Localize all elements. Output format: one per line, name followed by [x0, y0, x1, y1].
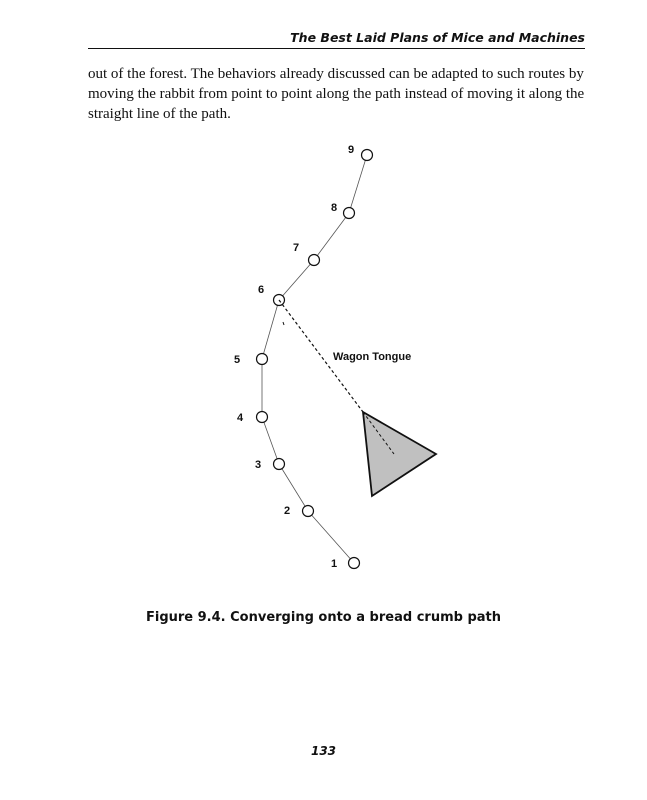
path-segment: [314, 213, 349, 260]
stray-dash: [283, 322, 284, 325]
figure-caption: Figure 9.4. Converging onto a bread crumb path: [145, 610, 501, 625]
waypoint-5: [257, 354, 268, 365]
waypoint-label: 6: [258, 284, 265, 296]
body-line: straight line of the path.: [88, 106, 231, 122]
waypoint-label: 4: [237, 412, 244, 424]
waypoint-4: [257, 412, 268, 423]
vehicle-triangle: [363, 412, 436, 496]
path-segment: [262, 300, 279, 359]
path-segment: [349, 155, 367, 213]
path-segment: [262, 417, 279, 464]
waypoint-label: 1: [331, 558, 338, 570]
page-number: 133: [310, 744, 337, 758]
waypoint-label: 2: [284, 505, 291, 517]
waypoint-label: 7: [293, 242, 300, 254]
body-line: out of the forest. The behaviors already discussed can be adapted to such routes by: [88, 66, 584, 82]
path-segment: [308, 511, 354, 563]
waypoint-2: [303, 506, 314, 517]
path-segment: [279, 464, 308, 511]
wagon-tongue-label: Wagon Tongue: [333, 351, 412, 363]
running-head: The Best Laid Plans of Mice and Machines: [290, 30, 585, 45]
waypoint-8: [344, 208, 355, 219]
waypoint-7: [309, 255, 320, 266]
waypoint-label: 9: [348, 144, 355, 156]
path-segment: [279, 260, 314, 300]
waypoint-9: [362, 150, 373, 161]
body-line: moving the rabbit from point to point along the path instead of moving it along the: [88, 86, 585, 102]
waypoint-label: 5: [234, 354, 241, 366]
waypoint-3: [274, 459, 285, 470]
waypoint-label: 8: [331, 202, 338, 214]
waypoint-label: 3: [255, 459, 262, 471]
waypoint-1: [349, 558, 360, 569]
